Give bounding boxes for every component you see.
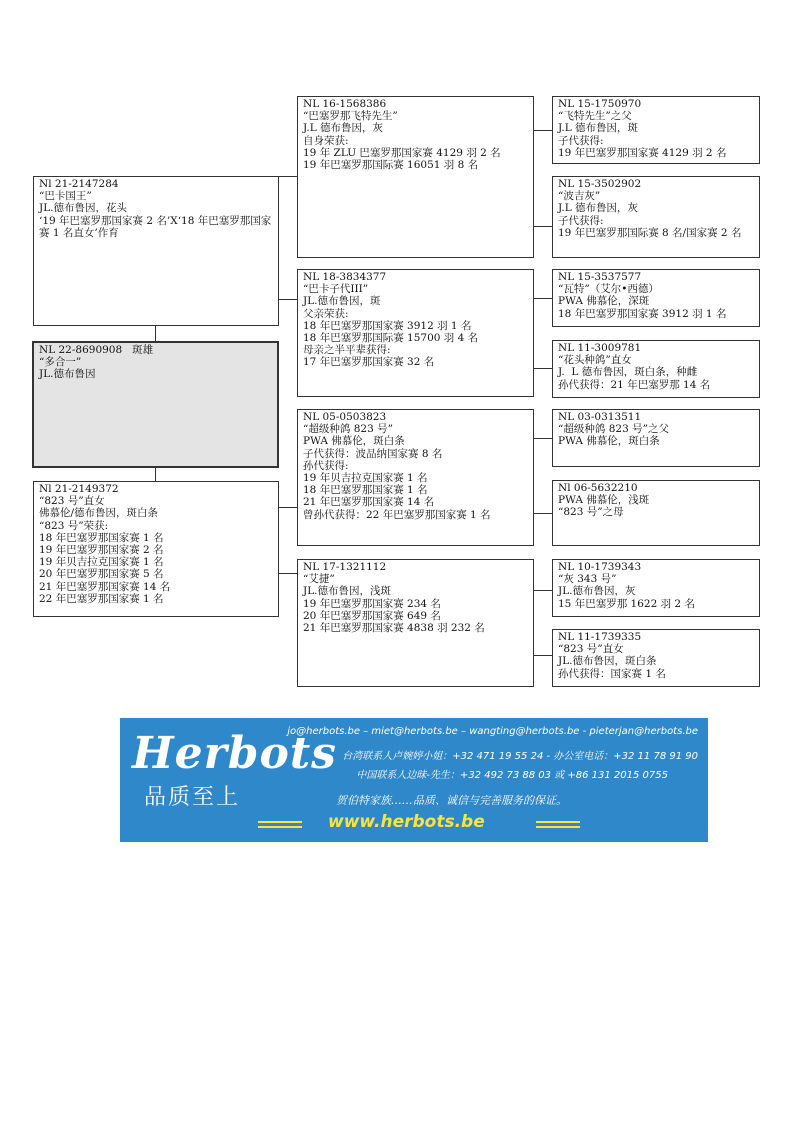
pedigree-line: 19 年巴塞罗那国际赛 16051 羽 8 名 xyxy=(303,159,479,172)
ds-sire-box xyxy=(552,409,760,467)
pedigree-line: NL 15-3537577 xyxy=(558,271,642,283)
pedigree-line: JL.德布鲁因，斑白条 xyxy=(558,655,657,668)
pedigree-line: ‘19 年巴塞罗那国家赛 2 名’X‘18 年巴塞罗那国家赛 1 名直女’作育 xyxy=(39,214,272,239)
pedigree-line: JL.德布鲁因，浅斑 xyxy=(303,585,392,598)
website-link[interactable]: www.herbots.be xyxy=(328,812,485,832)
pedigree-line: PWA 佛慕伦，深斑 xyxy=(558,295,650,308)
pedigree-line: 19 年巴塞罗那国家赛 234 名 xyxy=(303,597,441,610)
dd-dam-box xyxy=(552,629,760,687)
connector xyxy=(155,467,156,481)
dam-sire-box xyxy=(297,409,534,546)
pedigree-line: 子代获得: xyxy=(558,134,604,147)
sire-dam-box xyxy=(297,269,534,397)
pedigree-line: Nl 06-5632210 xyxy=(558,482,638,494)
pedigree-line: “艾捷” xyxy=(303,573,335,586)
ss-dam-box xyxy=(552,176,760,258)
china-contact: 中国联系人边昧-先生：+32 492 73 88 03 或 +86 131 2015 0755 xyxy=(356,770,668,781)
pedigree-line: 母亲之半平辈获得: xyxy=(303,344,391,357)
sd-sire-box xyxy=(552,269,760,327)
connector xyxy=(533,513,553,514)
dam-box xyxy=(33,481,279,617)
pedigree-line: NL 15-3502902 xyxy=(558,178,642,190)
dam-dam-box xyxy=(297,559,534,687)
pedigree-line: “超级种鸽 823 号”之父 xyxy=(558,423,669,436)
connector xyxy=(533,226,553,227)
pedigree-line: “巴卡国王” xyxy=(39,190,92,203)
pedigree-line: 20 年巴塞罗那国家赛 649 名 xyxy=(303,609,441,622)
pedigree-line: NL 18-3834377 xyxy=(303,271,387,283)
pedigree-line: NL 16-1568386 xyxy=(303,98,387,110)
pedigree-line: 18 年巴塞罗那国家赛 3912 羽 1 名 xyxy=(303,319,472,332)
pedigree-line: JL.德布鲁因，花头 xyxy=(39,202,128,215)
pedigree-line: NL 03-0313511 xyxy=(558,411,642,423)
connector xyxy=(533,438,553,439)
herbots-banner xyxy=(120,718,708,842)
pedigree-line: 18 年巴塞罗那国家赛 1 名 xyxy=(39,531,164,544)
pedigree-line: NL 15-1750970 xyxy=(558,98,642,110)
pedigree-line: 19 年巴塞罗那国际赛 8 名/国家赛 2 名 xyxy=(558,226,742,239)
pedigree-line: “灰 343 号” xyxy=(558,573,617,586)
connector xyxy=(278,573,298,574)
pedigree-line: 孙代获得: xyxy=(303,459,349,472)
pedigree-line: PWA 佛慕伦，浅斑 xyxy=(558,494,650,507)
connector xyxy=(278,507,298,508)
pedigree-line: J.L 德布鲁因，灰 xyxy=(303,122,384,135)
pedigree-line: 20 年巴塞罗那国家赛 5 名 xyxy=(39,568,164,581)
pedigree-line: 19 年贝吉拉克国家赛 1 名 xyxy=(39,556,164,569)
connector xyxy=(533,655,553,656)
pedigree-line: “多合一” xyxy=(39,356,82,369)
pedigree-line: PWA 佛慕伦，斑白条 xyxy=(558,435,660,448)
pedigree-line: J.L 德布鲁因，灰 xyxy=(558,202,639,215)
pedigree-line: “823 号”荣获: xyxy=(39,519,109,532)
pedigree-line: 孙代获得：21 年巴塞罗那 14 名 xyxy=(558,378,711,391)
connector xyxy=(155,326,156,342)
pedigree-line: 18 年巴塞罗那国家赛 3912 羽 1 名 xyxy=(558,307,727,320)
pedigree-line: 18 年巴塞罗那国际赛 15700 羽 4 名 xyxy=(303,332,479,345)
pedigree-line: NL 17-1321112 xyxy=(303,561,387,573)
pedigree-line: “巴塞罗那飞特先生” xyxy=(303,110,398,123)
pedigree-line: NL 05-0503823 xyxy=(303,411,387,423)
slogan: 贺伯特家族……品质、诚信与完善服务的保证。 xyxy=(336,794,567,807)
pedigree-line: “花头种鸽”直女 xyxy=(558,354,632,367)
pedigree-line: “823 号”之母 xyxy=(558,506,624,519)
pedigree-line: 19 年巴塞罗那国家赛 4129 羽 2 名 xyxy=(558,146,727,159)
connector xyxy=(533,130,553,131)
pedigree-line: Nl 21-2149372 xyxy=(39,483,119,495)
ss-sire-box xyxy=(552,96,760,164)
pedigree-line: “巴卡子代III” xyxy=(303,283,369,296)
dd-sire-box xyxy=(552,559,760,617)
pedigree-line: 19 年 ZLU 巴塞罗那国家赛 4129 羽 2 名 xyxy=(303,146,501,159)
divider xyxy=(536,821,580,823)
pedigree-line: 19 年贝吉拉克国家赛 1 名 xyxy=(303,472,428,485)
pedigree-line: 曾孙代获得：22 年巴塞罗那国家赛 1 名 xyxy=(303,508,491,521)
connector xyxy=(533,368,553,369)
pedigree-line: 15 年巴塞罗那 1622 羽 2 名 xyxy=(558,597,695,610)
pedigree-line: JL.德布鲁因，斑 xyxy=(303,295,381,308)
pedigree-line: 佛慕伦/德布鲁因，斑白条 xyxy=(39,507,159,520)
pedigree-line: 21 年巴塞罗那国家赛 14 名 xyxy=(303,496,435,509)
sire-box xyxy=(33,176,279,326)
taiwan-contact: 台湾联系人卢婉婷小姐：+32 471 19 55 24 - 办公室电话：+32 11 78 91 90 xyxy=(342,751,698,762)
pedigree-line: “超级种鸽 823 号” xyxy=(303,423,393,436)
pedigree-line: 自身荣获: xyxy=(303,134,349,147)
pedigree-line: PWA 佛慕伦，斑白条 xyxy=(303,435,405,448)
pedigree-line: JL.德布鲁因 xyxy=(39,368,96,381)
pedigree-line: 父亲荣获: xyxy=(303,307,349,320)
pedigree-line: 孙代获得：国家赛 1 名 xyxy=(558,667,666,680)
pedigree-line: NL 10-1739343 xyxy=(558,561,642,573)
pedigree-line: J. L 德布鲁因，斑白条，种雌 xyxy=(558,366,698,379)
pedigree-line: J.L 德布鲁因，斑 xyxy=(558,122,639,135)
connector xyxy=(278,299,298,300)
pedigree-line: 21 年巴塞罗那国家赛 4838 羽 232 名 xyxy=(303,622,485,635)
connector xyxy=(278,176,298,177)
pedigree-line: JL.德布鲁因，灰 xyxy=(558,585,636,598)
pedigree-line: 子代获得：波品纳国家赛 8 名 xyxy=(303,447,443,460)
pedigree-line: 子代获得: xyxy=(558,214,604,227)
pedigree-line: “瓦特”（艾尔•西德） xyxy=(558,283,659,296)
pedigree-line: NL 22-8690908 斑雄 xyxy=(39,344,154,356)
pedigree-line: 17 年巴塞罗那国家赛 32 名 xyxy=(303,356,435,369)
divider xyxy=(258,826,302,828)
pedigree-line: 19 年巴塞罗那国家赛 2 名 xyxy=(39,544,164,557)
sire-sire-box xyxy=(297,96,534,258)
ds-dam-box xyxy=(552,480,760,546)
herbots-logo: Herbots xyxy=(132,728,337,779)
connector xyxy=(533,590,553,591)
pedigree-line: “波吉灰” xyxy=(558,190,601,203)
pedigree-line: Nl 21-2147284 xyxy=(39,178,119,190)
pedigree-line: NL 11-1739335 xyxy=(558,631,642,643)
sd-dam-box xyxy=(552,340,760,398)
pedigree-line: 21 年巴塞罗那国家赛 14 名 xyxy=(39,580,171,593)
divider xyxy=(258,821,302,823)
contact-emails[interactable]: jo@herbots.be – miet@herbots.be – wangting@herbots.be - pieterjan@herbots.be xyxy=(287,726,698,737)
connector xyxy=(533,298,553,299)
pedigree-line: “823 号”直女 xyxy=(39,495,105,508)
pedigree-line: 18 年巴塞罗那国家赛 1 名 xyxy=(303,484,428,497)
pedigree-line: 22 年巴塞罗那国家赛 1 名 xyxy=(39,592,164,605)
pedigree-line: “823 号”直女 xyxy=(558,643,624,656)
logo-subtitle: 品质至上 xyxy=(144,785,241,810)
subject-box xyxy=(32,341,279,468)
pedigree-line: NL 11-3009781 xyxy=(558,342,642,354)
pedigree-line: “飞特先生”之父 xyxy=(558,110,632,123)
divider xyxy=(536,826,580,828)
